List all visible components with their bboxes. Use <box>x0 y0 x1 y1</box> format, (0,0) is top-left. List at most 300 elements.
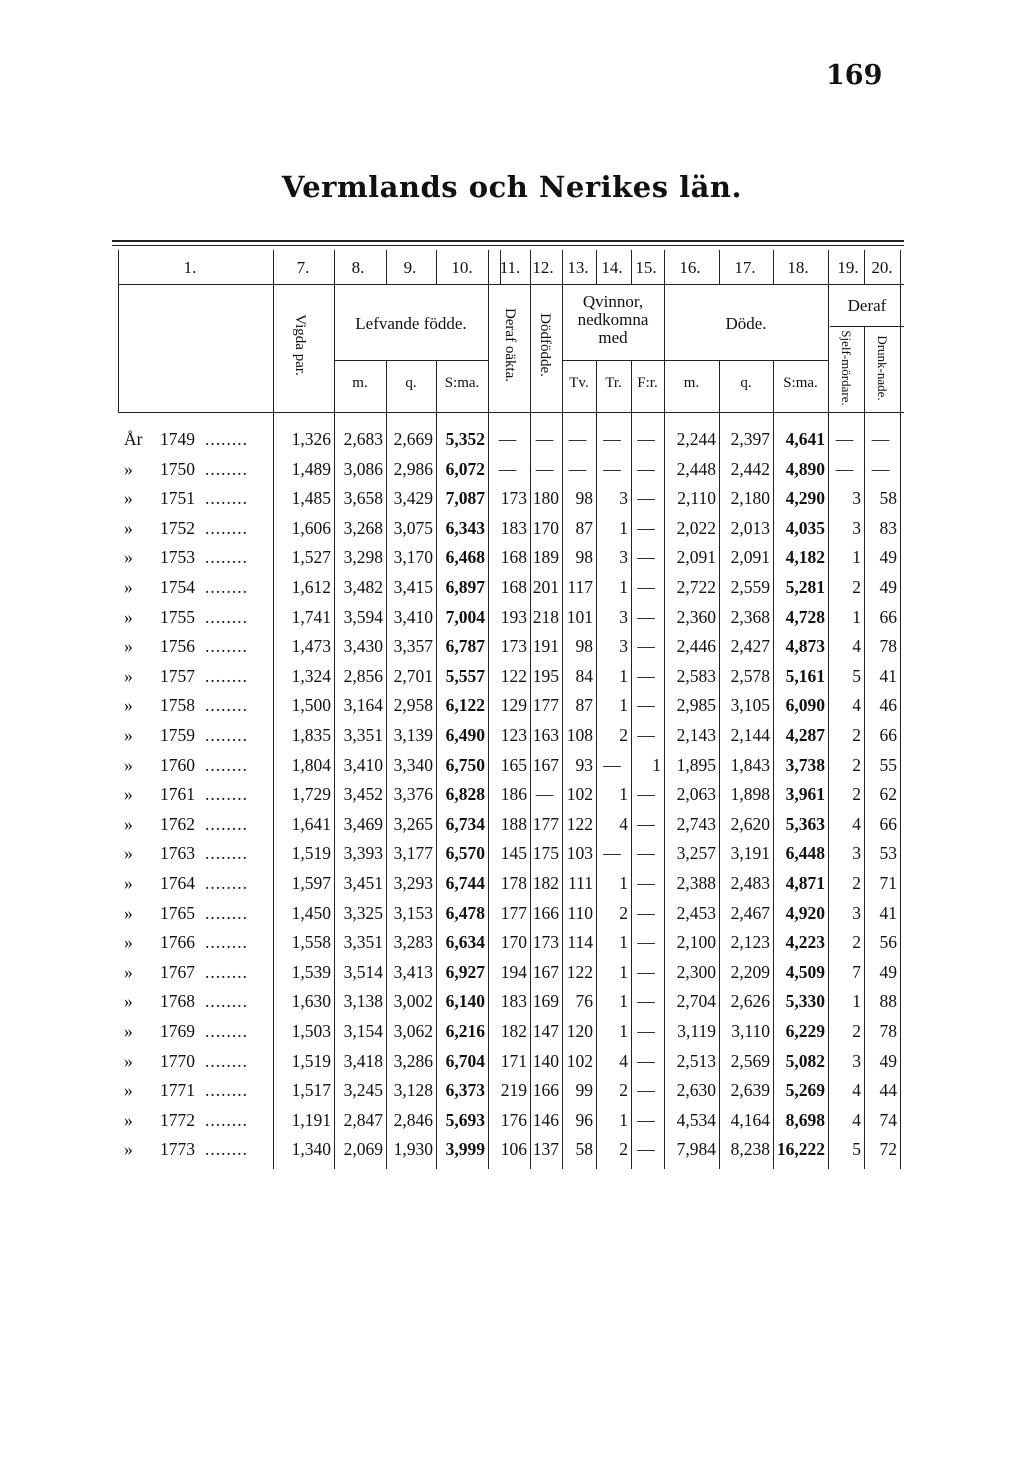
cell-ds: 6,229 <box>785 1021 825 1041</box>
row-leader-dots: ........ <box>205 606 248 627</box>
table-top-rule-inner <box>112 245 904 246</box>
column-number: 14. <box>601 258 623 277</box>
cell-drunk: 49 <box>879 577 897 597</box>
cell-tr: 3 <box>619 488 628 509</box>
column-rule <box>118 250 119 412</box>
cell-dq: 2,180 <box>730 488 770 509</box>
row-prefix: » <box>124 873 133 893</box>
cell-oakta: 176 <box>500 1109 527 1130</box>
row-year: 1758 <box>160 695 195 716</box>
qvinnor-header: med <box>598 328 628 347</box>
cell-dq: 2,144 <box>730 725 770 745</box>
cell-drunk: 66 <box>879 813 897 834</box>
row-year: 1772 <box>160 1109 195 1130</box>
row-leader-dots: ........ <box>205 784 248 805</box>
cell-dodf: 166 <box>532 902 559 923</box>
row-year: 1750 <box>160 458 195 479</box>
cell-lq: 3,415 <box>393 577 433 597</box>
cell-sjelf: — <box>835 458 854 479</box>
cell-fr: — <box>637 902 655 923</box>
cell-vigda: 1,835 <box>291 725 331 745</box>
cell-ls: 6,734 <box>445 813 485 834</box>
row-year: 1755 <box>160 606 195 627</box>
cell-dq: 2,209 <box>730 961 770 982</box>
cell-fr: — <box>637 932 655 953</box>
column-number: 18. <box>787 258 809 277</box>
cell-tv: 110 <box>567 902 593 923</box>
row-prefix: » <box>124 547 133 568</box>
cell-ls: 6,140 <box>445 991 485 1012</box>
row-leader-dots: ........ <box>205 902 248 923</box>
cell-dq: 2,091 <box>730 547 770 568</box>
row-leader-dots: ........ <box>205 577 248 597</box>
cell-dq: 2,467 <box>730 902 770 923</box>
cell-ls: 6,787 <box>445 636 485 657</box>
cell-vigda: 1,326 <box>291 429 331 449</box>
cell-dq: 3,105 <box>730 695 770 716</box>
cell-ds: 4,182 <box>785 547 825 568</box>
cell-lm: 3,393 <box>343 843 383 864</box>
cell-tv: 108 <box>566 725 593 745</box>
row-prefix: » <box>124 1050 133 1071</box>
cell-oakta: — <box>498 429 517 449</box>
row-leader-dots: ........ <box>205 695 248 716</box>
row-prefix: » <box>124 1139 133 1160</box>
cell-sjelf: 4 <box>852 636 861 657</box>
cell-dm: 2,743 <box>676 813 716 834</box>
cell-lm: 3,245 <box>343 1080 383 1101</box>
cell-sjelf: 2 <box>852 1021 861 1041</box>
row-leader-dots: ........ <box>205 458 248 479</box>
cell-ds: 4,223 <box>785 932 825 953</box>
subheader-tr: Tr. <box>605 375 622 391</box>
deraf-subheader-rule <box>830 326 904 327</box>
row-leader-dots: ........ <box>205 961 248 982</box>
cell-sjelf: 2 <box>852 725 861 745</box>
cell-dm: 2,388 <box>676 873 716 893</box>
cell-fr: — <box>637 813 655 834</box>
cell-lq: 2,986 <box>393 458 433 479</box>
cell-tr: 2 <box>619 1139 628 1160</box>
cell-fr: — <box>637 606 655 627</box>
cell-dodf: 182 <box>532 873 559 893</box>
cell-drunk: 58 <box>879 488 897 509</box>
cell-oakta: 122 <box>500 665 527 686</box>
cell-lm: 3,086 <box>343 458 383 479</box>
row-leader-dots: ........ <box>205 1021 248 1041</box>
cell-tv: 103 <box>566 843 593 864</box>
cell-dm: 4,534 <box>676 1109 716 1130</box>
row-prefix: » <box>124 606 133 627</box>
cell-ds: 16,222 <box>776 1139 825 1160</box>
cell-dm: 2,583 <box>676 665 716 686</box>
cell-dm: 3,257 <box>676 843 716 864</box>
cell-dq: 2,427 <box>730 636 770 657</box>
cell-dodf: 218 <box>532 606 559 627</box>
cell-dodf: 180 <box>532 488 559 509</box>
cell-dodf: 163 <box>532 725 559 745</box>
cell-dodf: 177 <box>532 695 559 716</box>
cell-tr: — <box>603 843 621 864</box>
row-leader-dots: ........ <box>205 873 248 893</box>
cell-tr: 2 <box>619 902 628 923</box>
cell-sjelf: 1 <box>852 547 861 568</box>
sjelfmordare-header: Sjelf-mördare. <box>839 330 854 406</box>
cell-vigda: 1,450 <box>291 902 331 923</box>
column-number: 8. <box>351 258 365 277</box>
cell-lm: 3,469 <box>343 813 383 834</box>
cell-vigda: 1,489 <box>291 458 331 479</box>
row-prefix: » <box>124 991 133 1012</box>
cell-dm: 2,704 <box>676 991 716 1012</box>
cell-lq: 3,283 <box>393 932 433 953</box>
cell-dodf: 167 <box>532 754 559 775</box>
row-year: 1754 <box>160 577 195 597</box>
cell-dodf: 146 <box>532 1109 559 1130</box>
cell-drunk: — <box>871 458 890 479</box>
cell-tr: 1 <box>619 695 628 716</box>
row-year: 1765 <box>160 902 195 923</box>
cell-tv: 102 <box>566 784 593 805</box>
cell-ds: 4,728 <box>785 606 825 627</box>
column-rule <box>436 250 437 284</box>
row-leader-dots: ........ <box>205 932 248 953</box>
cell-dodf: 140 <box>532 1050 559 1071</box>
page-title: Vermlands och Nerikes län. <box>281 170 743 204</box>
cell-lm: 3,351 <box>343 932 383 953</box>
cell-oakta: 173 <box>500 488 527 509</box>
cell-tv: 101 <box>566 606 593 627</box>
row-leader-dots: ........ <box>205 754 248 775</box>
cell-ds: 4,290 <box>785 488 825 509</box>
cell-ls: 6,468 <box>445 547 485 568</box>
cell-oakta: 193 <box>500 606 527 627</box>
row-year: 1763 <box>160 843 195 864</box>
cell-lq: 3,177 <box>393 843 433 864</box>
cell-ls: 6,750 <box>445 754 485 775</box>
cell-sjelf: 7 <box>852 961 861 982</box>
cell-dq: 2,559 <box>730 577 770 597</box>
column-number: 19. <box>837 258 859 277</box>
cell-tv: 99 <box>575 1080 593 1101</box>
row-prefix: » <box>124 488 133 509</box>
dodfodde-header: Dödfödde. <box>537 313 553 377</box>
cell-lm: 3,514 <box>343 961 383 982</box>
cell-ls: 5,352 <box>445 429 485 449</box>
cell-dodf: 175 <box>532 843 559 864</box>
cell-lq: 3,139 <box>393 725 433 745</box>
cell-dodf: 195 <box>532 665 559 686</box>
cell-fr: — <box>637 665 655 686</box>
column-number: 17. <box>734 258 756 277</box>
cell-drunk: 78 <box>879 636 897 657</box>
cell-tr: — <box>603 429 621 449</box>
cell-tv: 96 <box>575 1109 593 1130</box>
cell-tr: — <box>603 458 621 479</box>
cell-sjelf: 4 <box>852 695 861 716</box>
cell-fr: — <box>637 547 655 568</box>
cell-ds: 5,281 <box>785 577 825 597</box>
cell-lm: 3,298 <box>343 547 383 568</box>
cell-lm: 2,847 <box>343 1109 383 1130</box>
cell-fr: — <box>637 873 655 893</box>
cell-dodf: 170 <box>532 517 559 538</box>
row-year: 1753 <box>160 547 195 568</box>
cell-fr: — <box>637 1021 655 1041</box>
row-leader-dots: ........ <box>205 665 248 686</box>
cell-dq: 2,620 <box>730 813 770 834</box>
cell-dm: 2,110 <box>677 488 716 509</box>
row-year: 1768 <box>160 991 195 1012</box>
cell-dodf: 191 <box>532 636 559 657</box>
cell-vigda: 1,597 <box>291 873 331 893</box>
column-rule <box>719 250 720 284</box>
row-prefix: År <box>124 429 143 449</box>
cell-drunk: 66 <box>879 606 897 627</box>
cell-dodf: 173 <box>532 932 559 953</box>
header-bottom-rule <box>118 412 904 413</box>
cell-oakta: 171 <box>500 1050 527 1071</box>
cell-drunk: 44 <box>879 1080 897 1101</box>
cell-fr: — <box>637 784 655 805</box>
cell-dm: 2,360 <box>676 606 716 627</box>
cell-tr: 3 <box>619 606 628 627</box>
cell-tv: 122 <box>566 813 593 834</box>
column-rule <box>900 250 901 1169</box>
cell-oakta: 170 <box>500 932 527 953</box>
cell-sjelf: 2 <box>852 784 861 805</box>
cell-tr: 3 <box>619 636 628 657</box>
cell-lq: 2,669 <box>393 429 433 449</box>
cell-dq: 2,569 <box>730 1050 770 1071</box>
cell-sjelf: 4 <box>852 1080 861 1101</box>
cell-vigda: 1,503 <box>291 1021 331 1041</box>
row-leader-dots: ........ <box>205 636 248 657</box>
cell-dm: 2,300 <box>676 961 716 982</box>
cell-ls: 6,343 <box>445 517 485 538</box>
cell-tr: 3 <box>619 547 628 568</box>
row-leader-dots: ........ <box>205 429 248 449</box>
row-year: 1760 <box>160 754 195 775</box>
cell-ls: 6,373 <box>445 1080 485 1101</box>
cell-ls: 5,557 <box>445 665 485 686</box>
cell-lq: 3,340 <box>393 754 433 775</box>
cell-lq: 3,002 <box>393 991 433 1012</box>
cell-ls: 7,004 <box>445 606 485 627</box>
cell-fr: — <box>637 961 655 982</box>
row-prefix: » <box>124 754 133 775</box>
cell-ls: 6,897 <box>445 577 485 597</box>
cell-sjelf: 3 <box>852 1050 861 1071</box>
cell-dodf: — <box>535 429 554 449</box>
row-year: 1770 <box>160 1050 195 1071</box>
cell-tv: 58 <box>575 1139 593 1160</box>
row-prefix: » <box>124 665 133 686</box>
cell-sjelf: 3 <box>852 902 861 923</box>
cell-sjelf: 2 <box>852 932 861 953</box>
cell-vigda: 1,741 <box>291 606 331 627</box>
cell-vigda: 1,340 <box>291 1139 331 1160</box>
row-year: 1771 <box>160 1080 195 1101</box>
cell-lq: 3,062 <box>393 1021 433 1041</box>
cell-lm: 3,594 <box>343 606 383 627</box>
cell-ds: 4,871 <box>785 873 825 893</box>
row-prefix: » <box>124 902 133 923</box>
row-prefix: » <box>124 458 133 479</box>
cell-ds: 5,363 <box>785 813 825 834</box>
cell-sjelf: 2 <box>852 577 861 597</box>
cell-lq: 3,170 <box>393 547 433 568</box>
table-top-rule <box>112 240 904 242</box>
dode-header: Döde. <box>725 314 767 333</box>
row-leader-dots: ........ <box>205 813 248 834</box>
cell-ds: 4,035 <box>785 517 825 538</box>
cell-lq: 3,293 <box>393 873 433 893</box>
cell-sjelf: 5 <box>852 1139 861 1160</box>
subheader-q: q. <box>740 375 752 391</box>
cell-dq: 2,368 <box>730 606 770 627</box>
cell-lq: 3,429 <box>393 488 433 509</box>
row-prefix: » <box>124 1080 133 1101</box>
cell-vigda: 1,519 <box>291 1050 331 1071</box>
cell-ls: 6,704 <box>445 1050 485 1071</box>
cell-drunk: 46 <box>879 695 897 716</box>
cell-ds: 4,890 <box>785 458 825 479</box>
row-year: 1752 <box>160 517 195 538</box>
cell-vigda: 1,641 <box>291 813 331 834</box>
cell-dm: 2,063 <box>676 784 716 805</box>
row-prefix: » <box>124 784 133 805</box>
row-leader-dots: ........ <box>205 1109 248 1130</box>
cell-dq: 2,578 <box>730 665 770 686</box>
cell-tr: 1 <box>619 961 628 982</box>
qvinnor-header: Qvinnor, <box>582 292 644 311</box>
cell-sjelf: 3 <box>852 488 861 509</box>
row-year: 1756 <box>160 636 195 657</box>
cell-dodf: 167 <box>532 961 559 982</box>
row-prefix: » <box>124 1109 133 1130</box>
cell-sjelf: — <box>835 429 854 449</box>
column-number-rule <box>118 284 904 285</box>
cell-lm: 2,069 <box>343 1139 383 1160</box>
cell-tr: 1 <box>619 517 628 538</box>
cell-drunk: 55 <box>879 754 897 775</box>
cell-oakta: 182 <box>500 1021 527 1041</box>
row-prefix: » <box>124 695 133 716</box>
column-rule <box>773 250 774 284</box>
cell-vigda: 1,324 <box>291 665 331 686</box>
cell-drunk: 72 <box>879 1139 897 1160</box>
cell-ds: 3,961 <box>785 784 825 805</box>
subheader-tv: Tv. <box>569 375 589 391</box>
cell-fr: — <box>637 458 655 479</box>
cell-tv: 111 <box>568 873 593 893</box>
subheader-sma: S:ma. <box>444 375 480 391</box>
cell-sjelf: 3 <box>852 843 861 864</box>
row-leader-dots: ........ <box>205 1080 248 1101</box>
row-leader-dots: ........ <box>205 991 248 1012</box>
cell-lm: 3,138 <box>343 991 383 1012</box>
cell-dm: 2,100 <box>676 932 716 953</box>
cell-fr: — <box>637 1139 655 1160</box>
cell-dq: 2,483 <box>730 873 770 893</box>
cell-dm: 7,984 <box>676 1139 716 1160</box>
cell-fr: — <box>637 843 655 864</box>
cell-drunk: 49 <box>879 961 897 982</box>
cell-sjelf: 2 <box>852 873 861 893</box>
cell-oakta: 188 <box>500 813 527 834</box>
cell-ls: 6,072 <box>445 458 485 479</box>
row-year: 1759 <box>160 725 195 745</box>
cell-lq: 3,410 <box>393 606 433 627</box>
cell-drunk: 71 <box>879 873 897 893</box>
cell-dodf: 201 <box>532 577 559 597</box>
cell-dm: 2,091 <box>676 547 716 568</box>
cell-ds: 5,161 <box>785 665 825 686</box>
cell-tr: 1 <box>619 1021 628 1041</box>
cell-oakta: 165 <box>500 754 527 775</box>
row-year: 1749 <box>160 429 195 449</box>
cell-oakta: 129 <box>500 695 527 716</box>
cell-dm: 1,895 <box>676 754 716 775</box>
cell-ls: 6,634 <box>445 932 485 953</box>
row-leader-dots: ........ <box>205 1139 248 1160</box>
cell-fr: — <box>637 577 655 597</box>
cell-ls: 6,570 <box>445 843 485 864</box>
cell-dodf: — <box>535 458 554 479</box>
drunknade-header: Drunk-nade. <box>875 335 890 401</box>
cell-dq: 2,397 <box>730 429 770 449</box>
cell-fr: — <box>637 991 655 1012</box>
cell-lm: 3,482 <box>343 577 383 597</box>
cell-lm: 3,325 <box>343 902 383 923</box>
cell-dq: 3,110 <box>731 1021 770 1041</box>
row-prefix: » <box>124 577 133 597</box>
cell-dm: 2,022 <box>676 517 716 538</box>
cell-lq: 3,128 <box>393 1080 433 1101</box>
cell-tv: 102 <box>566 1050 593 1071</box>
cell-sjelf: 1 <box>852 991 861 1012</box>
cell-lq: 3,153 <box>393 902 433 923</box>
row-year: 1762 <box>160 813 195 834</box>
cell-ds: 4,509 <box>785 961 825 982</box>
cell-lq: 2,701 <box>393 665 433 686</box>
cell-lm: 3,418 <box>343 1050 383 1071</box>
cell-dq: 2,013 <box>730 517 770 538</box>
cell-vigda: 1,558 <box>291 932 331 953</box>
cell-vigda: 1,519 <box>291 843 331 864</box>
row-prefix: » <box>124 843 133 864</box>
cell-tr: 1 <box>619 991 628 1012</box>
cell-sjelf: 4 <box>852 813 861 834</box>
cell-dq: 2,442 <box>730 458 770 479</box>
cell-tr: 2 <box>619 1080 628 1101</box>
cell-dodf: 177 <box>532 813 559 834</box>
row-year: 1773 <box>160 1139 195 1160</box>
cell-fr: — <box>637 488 655 509</box>
cell-dq: 2,123 <box>730 932 770 953</box>
cell-ls: 6,927 <box>445 961 485 982</box>
cell-oakta: 168 <box>500 577 527 597</box>
cell-dq: 8,238 <box>730 1139 770 1160</box>
row-prefix: » <box>124 636 133 657</box>
cell-vigda: 1,527 <box>291 547 331 568</box>
cell-drunk: 78 <box>879 1021 897 1041</box>
cell-oakta: 178 <box>500 873 527 893</box>
cell-lq: 3,376 <box>393 784 433 805</box>
cell-vigda: 1,500 <box>291 695 331 716</box>
cell-dodf: 147 <box>532 1021 559 1041</box>
